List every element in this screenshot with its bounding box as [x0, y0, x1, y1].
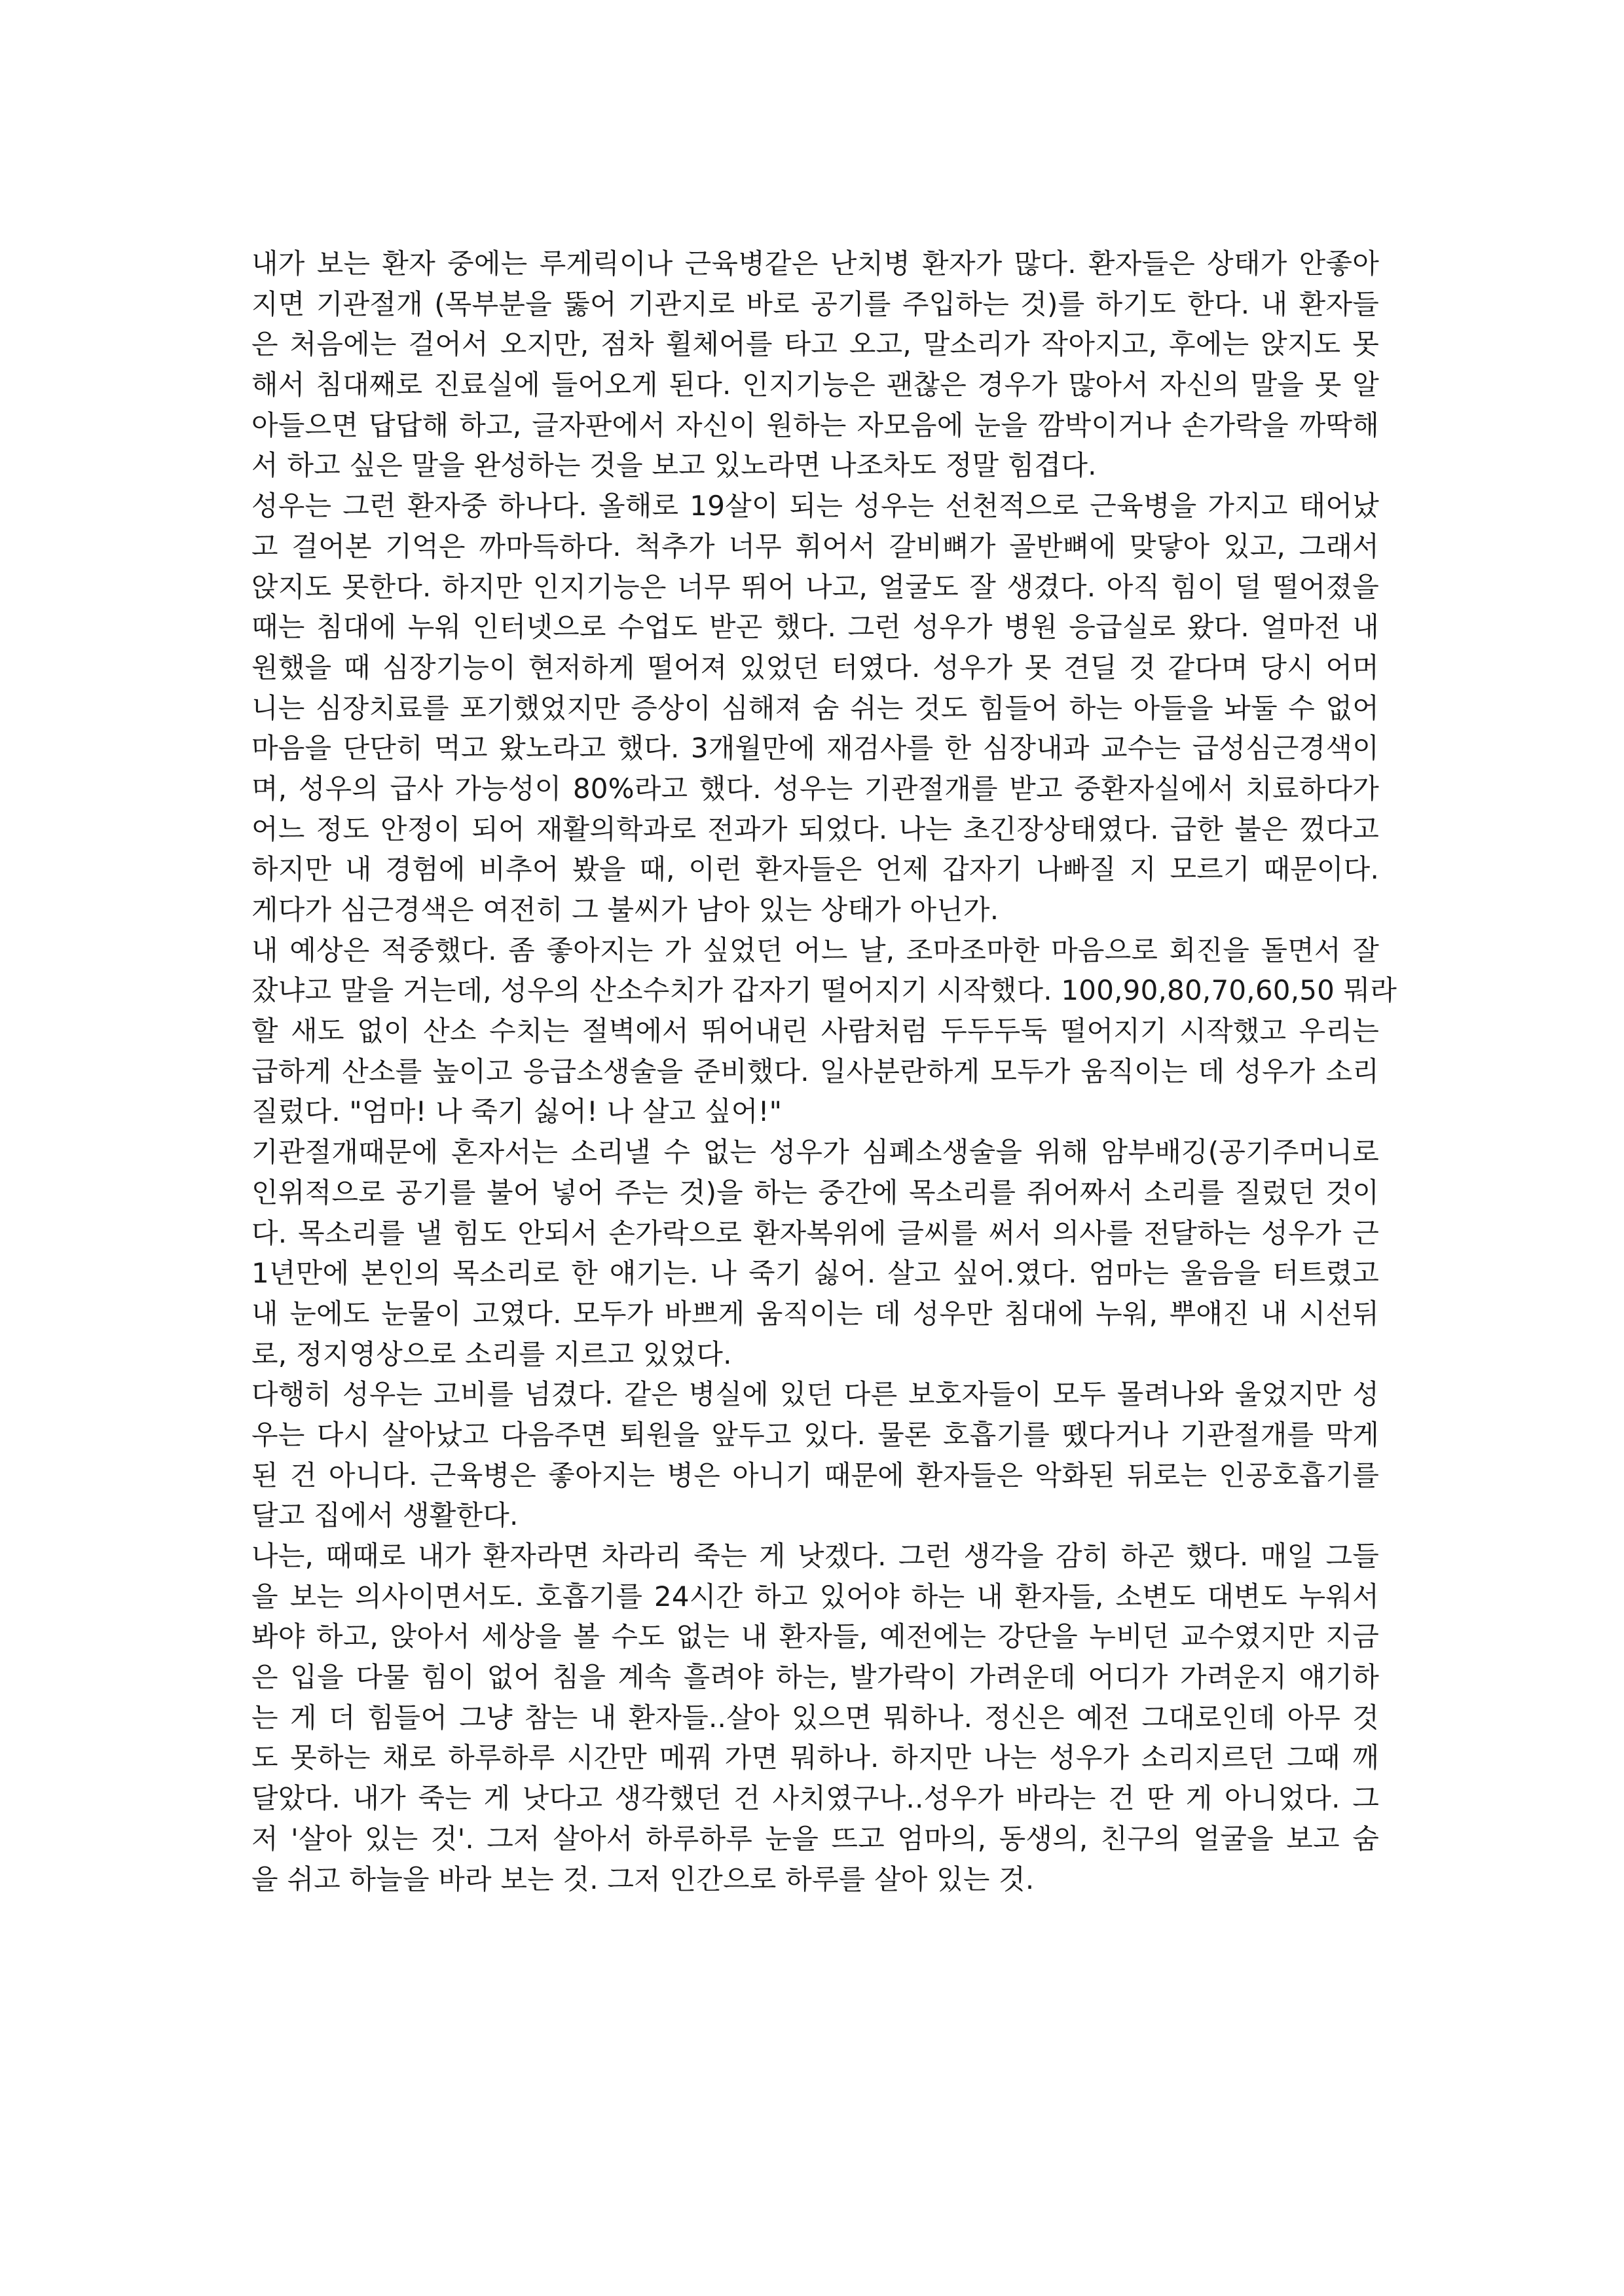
text-line: 나는, 때때로 내가 환자라면 차라리 죽는 게 낫겠다. 그런 생각을 감히 하곤 했다. 매일 그들: [251, 1540, 1379, 1572]
text-line: 달았다. 내가 죽는 게 낫다고 생각했던 건 사치였구나..성우가 바라는 건 딴 게 아니었다. 그: [251, 1782, 1379, 1815]
text-line: 하지만 내 경험에 비추어 봤을 때, 이런 환자들은 언제 갑자기 나빠질 지 모르기 때문이다.: [251, 853, 1379, 886]
text-line: 도 못하는 채로 하루하루 시간만 메꿔 가면 뭐하나. 하지만 나는 성우가 소리지르던 그때 깨: [251, 1741, 1379, 1774]
text-line: 마음을 단단히 먹고 왔노라고 했다. 3개월만에 재검사를 한 심장내과 교수는 급성심근경색이: [251, 732, 1379, 765]
text-line: 는 게 더 힘들어 그냥 참는 내 환자들..살아 있으면 뭐하나. 정신은 예전 그대로인데 아무 것: [251, 1701, 1379, 1734]
text-line: 어느 정도 안정이 되어 재활의학과로 전과가 되었다. 나는 초긴장상태였다. 급한 불은 껐다고: [251, 812, 1379, 845]
text-line: 을 쉬고 하늘을 바라 보는 것. 그저 인간으로 하루를 살아 있는 것.: [251, 1863, 1035, 1895]
text-line: 내 예상은 적중했다. 좀 좋아지는 가 싶었던 어느 날, 조마조마한 마음으로 회진을 돌면서 잘: [251, 934, 1379, 966]
text-line: 우는 다시 살아났고 다음주면 퇴원을 앞두고 있다. 물론 호흡기를 뗐다거나 기관절개를 막게: [251, 1418, 1379, 1451]
text-line: 은 처음에는 걸어서 오지만, 점차 휠체어를 타고 오고, 말소리가 작아지고, 후에는 앉지도 못: [251, 328, 1379, 361]
text-line: 할 새도 없이 산소 수치는 절벽에서 뛰어내린 사람처럼 두두두둑 떨어지기 시작했고 우리는: [251, 1015, 1379, 1048]
text-line: 은 입을 다물 힘이 없어 침을 계속 흘려야 하는, 발가락이 가려운데 어디가 가려운지 얘기하: [251, 1661, 1379, 1694]
text-line: 인위적으로 공기를 불어 넣어 주는 것)을 하는 중간에 목소리를 쥐어짜서 소리를 질렀던 것이: [251, 1176, 1379, 1209]
text-line: 다. 목소리를 낼 힘도 안되서 손가락으로 환자복위에 글씨를 써서 의사를 전달하는 성우가 근: [251, 1216, 1379, 1249]
text-line: 앉지도 못한다. 하지만 인지기능은 너무 뛰어 나고, 얼굴도 잘 생겼다. 아직 힘이 덜 떨어졌을: [251, 570, 1379, 603]
text-line: 고 걸어본 기억은 까마득하다. 척추가 너무 휘어서 갈비뼈가 골반뼈에 맞닿아 있고, 그래서: [251, 530, 1379, 562]
text-line: 내 눈에도 눈물이 고였다. 모두가 바쁘게 움직이는 데 성우만 침대에 누워, 뿌얘진 내 시선뒤: [251, 1297, 1379, 1330]
text-line: 급하게 산소를 높이고 응급소생술을 준비했다. 일사분란하게 모두가 움직이는 데 성우가 소리: [251, 1055, 1379, 1087]
text-line: 달고 집에서 생활한다.: [251, 1499, 519, 1532]
text-line: 때는 침대에 누워 인터넷으로 수업도 받곤 했다. 그런 성우가 병원 응급실로 왔다. 얼마전 내: [251, 611, 1379, 644]
text-line: 내가 보는 환자 중에는 루게릭이나 근육병같은 난치병 환자가 많다. 환자들은 상태가 안좋아: [251, 247, 1379, 280]
text-line: 로, 정지영상으로 소리를 지르고 있었다.: [251, 1338, 732, 1370]
text-line: 질렀다. "엄마! 나 죽기 싫어! 나 살고 싶어!": [251, 1095, 783, 1128]
essay-body: [251, 244, 1397, 1899]
text-line: 된 건 아니다. 근육병은 좋아지는 병은 아니기 때문에 환자들은 악화된 뒤로는 인공호흡기를: [251, 1459, 1379, 1491]
text-line: 1년만에 본인의 목소리로 한 얘기는. 나 죽기 싫어. 살고 싶어.였다. 엄마는 울음을 터트렸고: [251, 1257, 1379, 1290]
text-line: 서 하고 싶은 말을 완성하는 것을 보고 있노라면 나조차도 정말 힘겹다.: [251, 449, 1097, 482]
text-line: 지면 기관절개 (목부분을 뚫어 기관지로 바로 공기를 주입하는 것)를 하기도 한다. 내 환자들: [251, 287, 1379, 320]
text-line: 아들으면 답답해 하고, 글자판에서 자신이 원하는 자모음에 눈을 깜박이거나 손가락을 까딱해: [251, 409, 1379, 441]
text-line: 며, 성우의 급사 가능성이 80%라고 했다. 성우는 기관절개를 받고 중환자실에서 치료하다가: [251, 772, 1379, 805]
text-line: 봐야 하고, 앉아서 세상을 볼 수도 없는 내 환자들, 예전에는 강단을 누비던 교수였지만 지금: [251, 1620, 1379, 1653]
text-line: 니는 심장치료를 포기했었지만 증상이 심해져 숨 쉬는 것도 힘들어 하는 아들을 놔둘 수 없어: [251, 691, 1379, 724]
text-line: 저 '살아 있는 것'. 그저 살아서 하루하루 눈을 뜨고 엄마의, 동생의, 친구의 얼굴을 보고 숨: [251, 1822, 1379, 1855]
text-line: 다행히 성우는 고비를 넘겼다. 같은 병실에 있던 다른 보호자들이 모두 몰려나와 울었지만 성: [251, 1378, 1379, 1411]
text-line: 원했을 때 심장기능이 현저하게 떨어져 있었던 터였다. 성우가 못 견딜 것 같다며 당시 어머: [251, 651, 1379, 683]
text-line: 을 보는 의사이면서도. 호흡기를 24시간 하고 있어야 하는 내 환자들, 소변도 대변도 누워서: [251, 1580, 1379, 1613]
text-line: 기관절개때문에 혼자서는 소리낼 수 없는 성우가 심폐소생술을 위해 암부배깅(공기주머니로: [251, 1136, 1379, 1169]
text-line: 잤냐고 말을 거는데, 성우의 산소수치가 갑자기 떨어지기 시작했다. 100,90,80,70,60,50 뭐라: [251, 974, 1397, 1007]
text-line: 해서 침대째로 진료실에 들어오게 된다. 인지기능은 괜찮은 경우가 많아서 자신의 말을 못 알: [251, 369, 1379, 401]
text-line: 게다가 심근경색은 여전히 그 불씨가 남아 있는 상태가 아닌가.: [251, 894, 999, 926]
text-line: 성우는 그런 환자중 하나다. 올해로 19살이 되는 성우는 선천적으로 근육병을 가지고 태어났: [251, 490, 1379, 522]
